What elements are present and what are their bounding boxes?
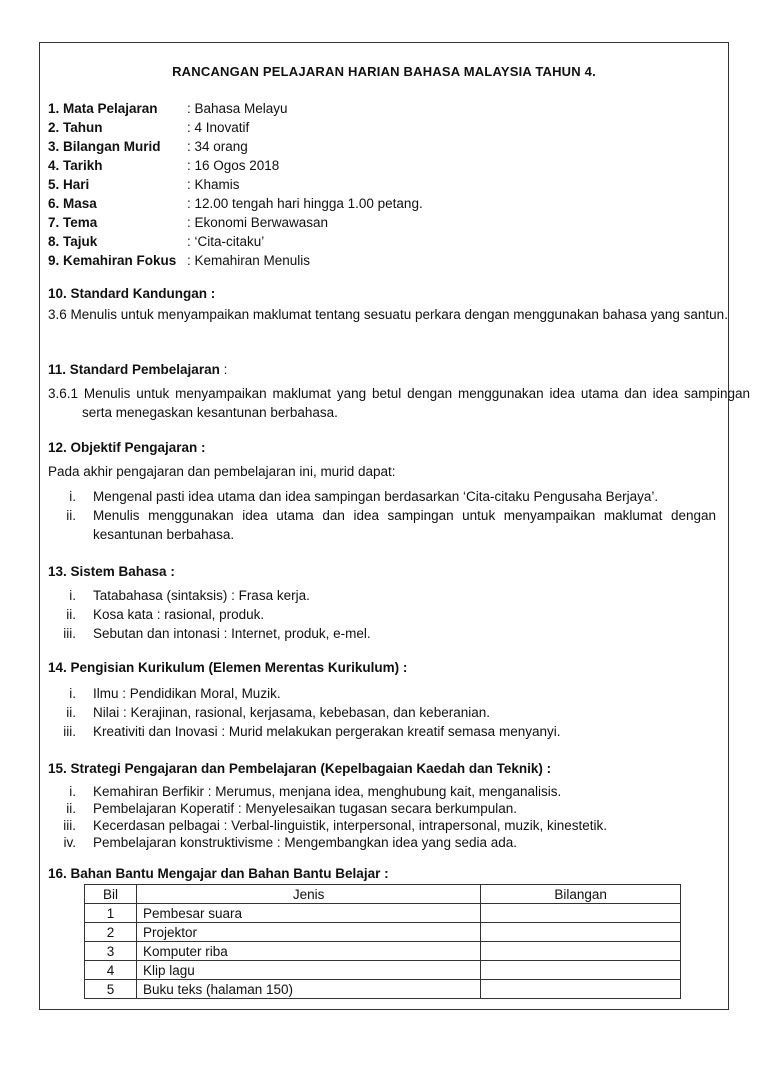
list-number: iii. xyxy=(63,626,76,641)
table-cell xyxy=(481,942,681,961)
table-cell: 3 xyxy=(85,942,137,961)
info-label: 9. Kemahiran Fokus xyxy=(48,253,177,268)
table-cell: Komputer riba xyxy=(136,942,480,961)
table-header-row xyxy=(85,885,681,904)
sistem-bahasa-list xyxy=(48,586,716,643)
info-label: 4. Tarikh xyxy=(48,158,103,173)
section-heading: 16. Bahan Bantu Mengajar dan Bahan Bantu Belajar : xyxy=(48,866,389,881)
section-heading: 10. Standard Kandungan : xyxy=(48,286,216,301)
column-header: Jenis xyxy=(136,885,480,904)
table-cell xyxy=(481,980,681,999)
section-heading xyxy=(48,362,227,377)
list-text: Kemahiran Berfikir : Merumus, menjana idea, menghubung kait, menganalisis. xyxy=(93,784,562,799)
list-text: Sebutan dan intonasi : Internet, produk, e-mel. xyxy=(93,626,371,641)
list-item xyxy=(48,506,716,544)
table-cell: Buku teks (halaman 150) xyxy=(136,980,480,999)
info-row xyxy=(48,99,423,118)
section-heading-suffix: : xyxy=(219,362,228,377)
bahan-table xyxy=(84,884,681,999)
table-cell: Klip lagu xyxy=(136,961,480,980)
list-text: Tatabahasa (sintaksis) : Frasa kerja. xyxy=(93,588,310,603)
list-number: i. xyxy=(69,784,76,799)
objektif-intro: Pada akhir pengajaran dan pembelajaran ini, murid dapat: xyxy=(48,464,396,479)
info-row xyxy=(48,175,423,194)
info-value: : 16 Ogos 2018 xyxy=(187,158,280,173)
list-number: ii. xyxy=(66,508,76,523)
info-block xyxy=(48,99,423,270)
list-number: ii. xyxy=(66,801,76,816)
standard-pembelajaran-text: 3.6.1 Menulis untuk menyampaikan maklumat yang betul dengan menggunakan idea utama dan idea sampingan serta menegaskan kesantunan berbahasa. xyxy=(48,386,750,420)
info-label: 1. Mata Pelajaran xyxy=(48,101,158,116)
list-text: Nilai : Kerajinan, rasional, kerjasama, kebebasan, dan keberanian. xyxy=(93,705,490,720)
list-item xyxy=(48,487,716,506)
column-header: Bil xyxy=(85,885,137,904)
list-number: iii. xyxy=(63,818,76,833)
info-value: : Bahasa Melayu xyxy=(187,101,288,116)
info-row xyxy=(48,156,423,175)
table-row xyxy=(85,980,681,999)
info-label: 5. Hari xyxy=(48,177,90,192)
list-item xyxy=(48,834,716,851)
list-text: Ilmu : Pendidikan Moral, Muzik. xyxy=(93,686,281,701)
info-row xyxy=(48,213,423,232)
info-row xyxy=(48,118,423,137)
list-item xyxy=(48,624,716,643)
list-number: iii. xyxy=(63,724,76,739)
list-item xyxy=(48,703,716,722)
info-label: 2. Tahun xyxy=(48,120,103,135)
list-text: Mengenal pasti idea utama dan idea sampingan berdasarkan ‘Cita-citaku Pengusaha Berjaya’. xyxy=(93,489,659,504)
info-value: : Ekonomi Berwawasan xyxy=(187,215,329,230)
table-row xyxy=(85,923,681,942)
info-value: : 34 orang xyxy=(187,139,248,154)
list-text: Kecerdasan pelbagai : Verbal-linguistik, interpersonal, intrapersonal, muzik, kinestetik. xyxy=(93,818,608,833)
info-row xyxy=(48,232,423,251)
list-text: Pembelajaran konstruktivisme : Mengembangkan idea yang sedia ada. xyxy=(93,835,517,850)
page-title: RANCANGAN PELAJARAN HARIAN BAHASA MALAYSIA TAHUN 4. xyxy=(172,64,596,79)
standard-kandungan-text: 3.6 Menulis untuk menyampaikan maklumat tentang sesuatu perkara dengan menggunakan bahasa yang santun. xyxy=(48,307,728,322)
info-label: 8. Tajuk xyxy=(48,234,98,249)
info-row xyxy=(48,137,423,156)
info-label: 7. Tema xyxy=(48,215,98,230)
list-item xyxy=(48,605,716,624)
column-header: Bilangan xyxy=(481,885,681,904)
list-number: ii. xyxy=(66,607,76,622)
info-row xyxy=(48,194,423,213)
list-item xyxy=(48,684,716,703)
list-text: Pembelajaran Koperatif : Menyelesaikan tugasan secara berkumpulan. xyxy=(93,801,517,816)
table-cell xyxy=(481,923,681,942)
info-row xyxy=(48,251,423,270)
table-cell: 2 xyxy=(85,923,137,942)
section-heading: 14. Pengisian Kurikulum (Elemen Merentas Kurikulum) : xyxy=(48,660,408,675)
list-item xyxy=(48,722,716,741)
list-number: i. xyxy=(69,588,76,603)
table-cell: 5 xyxy=(85,980,137,999)
list-item xyxy=(48,783,716,800)
table-cell: Projektor xyxy=(136,923,480,942)
list-number: ii. xyxy=(66,705,76,720)
table-row xyxy=(85,961,681,980)
table-cell: 1 xyxy=(85,904,137,923)
info-label: 6. Masa xyxy=(48,196,97,211)
table-cell xyxy=(481,961,681,980)
list-item xyxy=(48,800,716,817)
list-item xyxy=(48,817,716,834)
table-row xyxy=(85,942,681,961)
objektif-list xyxy=(48,487,716,544)
table-cell: Pembesar suara xyxy=(136,904,480,923)
info-value: : Kemahiran Menulis xyxy=(187,253,311,268)
info-value: : 4 Inovatif xyxy=(187,120,250,135)
list-text: Kreativiti dan Inovasi : Murid melakukan pergerakan kreatif semasa menyanyi. xyxy=(93,724,561,739)
info-value: : ‘Cita-citaku’ xyxy=(187,234,265,249)
list-text: Kosa kata : rasional, produk. xyxy=(93,607,265,622)
info-label: 3. Bilangan Murid xyxy=(48,139,161,154)
list-number: i. xyxy=(69,489,76,504)
strategi-list xyxy=(48,783,716,851)
list-item xyxy=(48,586,716,605)
pengisian-list xyxy=(48,684,716,741)
list-text: Menulis menggunakan idea utama dan idea sampingan untuk menyampaikan maklumat dengan kesantunan berbahasa. xyxy=(93,508,716,542)
table-cell xyxy=(481,904,681,923)
section-heading-text: 11. Standard Pembelajaran xyxy=(48,362,220,377)
info-value: : 12.00 tengah hari hingga 1.00 petang. xyxy=(187,196,423,211)
section-heading: 12. Objektif Pengajaran : xyxy=(48,440,206,455)
table-row xyxy=(85,904,681,923)
table-cell: 4 xyxy=(85,961,137,980)
list-number: i. xyxy=(69,686,76,701)
section-heading: 15. Strategi Pengajaran dan Pembelajaran (Kepelbagaian Kaedah dan Teknik) : xyxy=(48,761,552,776)
info-value: : Khamis xyxy=(187,177,240,192)
list-number: iv. xyxy=(63,835,76,850)
section-heading: 13. Sistem Bahasa : xyxy=(48,564,175,579)
